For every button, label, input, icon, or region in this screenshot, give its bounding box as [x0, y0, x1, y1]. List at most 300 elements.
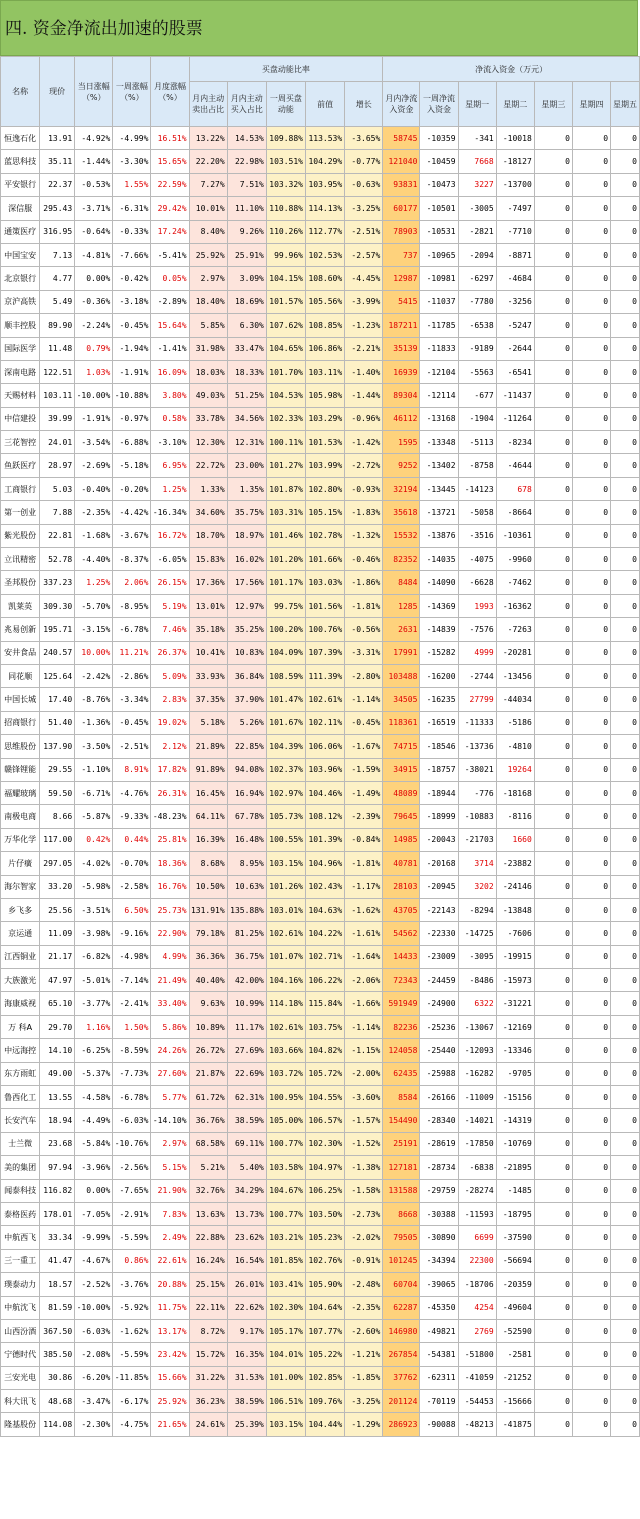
cell-day-chg: -5.37% — [75, 1062, 113, 1085]
cell-week-chg: -4.76% — [113, 781, 151, 804]
cell-buy-ratio: 22.85% — [227, 735, 266, 758]
cell-sell-ratio: 5.21% — [189, 1156, 227, 1179]
cell-price: 89.90 — [40, 314, 75, 337]
cell-tue: -49604 — [496, 1296, 534, 1319]
cell-day-chg: -2.69% — [75, 454, 113, 477]
cell-fri: 0 — [611, 1296, 640, 1319]
cell-buy-ratio: 13.73% — [227, 1202, 266, 1225]
cell-month-net: 146980 — [383, 1319, 420, 1342]
cell-name: 立讯精密 — [1, 548, 40, 571]
cell-mon: -14021 — [458, 1109, 496, 1132]
cell-month-chg: 22.90% — [151, 922, 189, 945]
cell-price: 49.00 — [40, 1062, 75, 1085]
cell-month-net: 82352 — [383, 548, 420, 571]
cell-month-chg: 11.75% — [151, 1296, 189, 1319]
cell-month-chg: 25.92% — [151, 1390, 189, 1413]
cell-sell-ratio: 36.76% — [189, 1109, 227, 1132]
cell-week-net: -10359 — [420, 127, 458, 150]
cell-fri: 0 — [611, 758, 640, 781]
cell-day-chg: -1.36% — [75, 711, 113, 734]
cell-sell-ratio: 16.45% — [189, 781, 227, 804]
cell-month-chg: -48.23% — [151, 805, 189, 828]
table-row — [1, 524, 640, 547]
cell-month-chg: 15.64% — [151, 314, 189, 337]
cell-wed: 0 — [534, 1249, 572, 1272]
cell-month-chg: 29.42% — [151, 197, 189, 220]
cell-prev: 104.82% — [306, 1039, 345, 1062]
cell-mon: -5113 — [458, 431, 496, 454]
cell-week-chg: -3.34% — [113, 688, 151, 711]
cell-week-chg: 2.06% — [113, 571, 151, 594]
cell-month-net: 79505 — [383, 1226, 420, 1249]
cell-name: 赣锋锂能 — [1, 758, 40, 781]
cell-price: 5.03 — [40, 477, 75, 500]
cell-sell-ratio: 10.41% — [189, 641, 227, 664]
cell-day-chg: 0.79% — [75, 337, 113, 360]
cell-thu: 0 — [572, 1156, 610, 1179]
cell-thu: 0 — [572, 1249, 610, 1272]
cell-name: 蓝思科技 — [1, 150, 40, 173]
cell-week-chg: 6.50% — [113, 898, 151, 921]
cell-name: 璞泰动力 — [1, 1273, 40, 1296]
cell-day-chg: -10.00% — [75, 1296, 113, 1319]
cell-tue: -41875 — [496, 1413, 534, 1436]
group-header-buy-ratio: 买盘动能比率 — [189, 57, 383, 82]
cell-fri: 0 — [611, 407, 640, 430]
cell-week-chg: -10.76% — [113, 1132, 151, 1155]
cell-name: 同花顺 — [1, 664, 40, 687]
cell-day-chg: -6.71% — [75, 781, 113, 804]
cell-name: 天赐材料 — [1, 384, 40, 407]
cell-month-chg: -14.10% — [151, 1109, 189, 1132]
cell-tue: -16362 — [496, 594, 534, 617]
cell-mon: -4075 — [458, 548, 496, 571]
cell-day-chg: -4.67% — [75, 1249, 113, 1272]
cell-month-chg: 21.65% — [151, 1413, 189, 1436]
cell-thu: 0 — [572, 875, 610, 898]
cell-week-chg: -7.73% — [113, 1062, 151, 1085]
cell-mon: 6699 — [458, 1226, 496, 1249]
cell-fri: 0 — [611, 594, 640, 617]
table-row — [1, 1273, 640, 1296]
cell-mon: -7780 — [458, 290, 496, 313]
cell-buy-ratio: 37.90% — [227, 688, 266, 711]
cell-tue: -4810 — [496, 735, 534, 758]
cell-fri: 0 — [611, 664, 640, 687]
cell-price: 5.49 — [40, 290, 75, 313]
cell-month-chg: 22.59% — [151, 173, 189, 196]
cell-price: 295.43 — [40, 197, 75, 220]
cell-week-chg: 1.55% — [113, 173, 151, 196]
cell-name: 乡飞多 — [1, 898, 40, 921]
cell-week-buy: 101.87% — [266, 477, 305, 500]
cell-day-chg: 0.00% — [75, 1179, 113, 1202]
cell-prev: 105.22% — [306, 1343, 345, 1366]
table-row — [1, 407, 640, 430]
cell-thu: 0 — [572, 197, 610, 220]
cell-buy-ratio: 25.39% — [227, 1413, 266, 1436]
cell-week-buy: 104.09% — [266, 641, 305, 664]
cell-wed: 0 — [534, 501, 572, 524]
cell-week-net: -12104 — [420, 360, 458, 383]
cell-prev: 115.84% — [306, 992, 345, 1015]
cell-name: 三安光电 — [1, 1366, 40, 1389]
table-row — [1, 1319, 640, 1342]
cell-week-buy: 101.70% — [266, 360, 305, 383]
cell-sell-ratio: 31.22% — [189, 1366, 227, 1389]
cell-price: 240.57 — [40, 641, 75, 664]
cell-fri: 0 — [611, 805, 640, 828]
cell-week-chg: -2.41% — [113, 992, 151, 1015]
cell-name: 京运通 — [1, 922, 40, 945]
cell-wed: 0 — [534, 618, 572, 641]
cell-prev: 106.25% — [306, 1179, 345, 1202]
cell-mon: -54453 — [458, 1390, 496, 1413]
cell-name: 江西铜业 — [1, 945, 40, 968]
cell-growth: -0.93% — [345, 477, 383, 500]
cell-thu: 0 — [572, 1086, 610, 1109]
cell-wed: 0 — [534, 594, 572, 617]
cell-wed: 0 — [534, 1132, 572, 1155]
cell-week-buy: 105.00% — [266, 1109, 305, 1132]
cell-month-chg: -1.41% — [151, 337, 189, 360]
cell-growth: -3.60% — [345, 1086, 383, 1109]
cell-sell-ratio: 68.58% — [189, 1132, 227, 1155]
cell-tue: -15973 — [496, 969, 534, 992]
cell-buy-ratio: 38.59% — [227, 1390, 266, 1413]
cell-growth: -0.46% — [345, 548, 383, 571]
cell-sell-ratio: 21.87% — [189, 1062, 227, 1085]
cell-thu: 0 — [572, 922, 610, 945]
cell-fri: 0 — [611, 173, 640, 196]
cell-week-net: -28340 — [420, 1109, 458, 1132]
cell-day-chg: -5.98% — [75, 875, 113, 898]
cell-name: 中远海控 — [1, 1039, 40, 1062]
cell-fri: 0 — [611, 360, 640, 383]
cell-growth: -2.72% — [345, 454, 383, 477]
cell-week-buy: 102.33% — [266, 407, 305, 430]
cell-name: 南极电商 — [1, 805, 40, 828]
cell-week-chg: -9.16% — [113, 922, 151, 945]
cell-mon: 6322 — [458, 992, 496, 1015]
table-row — [1, 290, 640, 313]
cell-week-chg: -0.45% — [113, 711, 151, 734]
cell-sell-ratio: 5.85% — [189, 314, 227, 337]
cell-wed: 0 — [534, 641, 572, 664]
cell-price: 385.50 — [40, 1343, 75, 1366]
cell-month-chg: 2.97% — [151, 1132, 189, 1155]
cell-name: 中航西飞 — [1, 1226, 40, 1249]
cell-thu: 0 — [572, 1132, 610, 1155]
cell-thu: 0 — [572, 688, 610, 711]
cell-month-chg: 2.12% — [151, 735, 189, 758]
cell-month-chg: 20.88% — [151, 1273, 189, 1296]
cell-sell-ratio: 33.78% — [189, 407, 227, 430]
cell-buy-ratio: 31.53% — [227, 1366, 266, 1389]
cell-day-chg: -1.91% — [75, 407, 113, 430]
cell-tue: 1660 — [496, 828, 534, 851]
cell-sell-ratio: 10.50% — [189, 875, 227, 898]
cell-price: 13.55 — [40, 1086, 75, 1109]
table-row — [1, 454, 640, 477]
cell-month-chg: -16.34% — [151, 501, 189, 524]
cell-day-chg: -3.77% — [75, 992, 113, 1015]
cell-week-net: -10965 — [420, 243, 458, 266]
cell-month-chg: 16.51% — [151, 127, 189, 150]
cell-growth: -1.17% — [345, 875, 383, 898]
cell-prev: 101.39% — [306, 828, 345, 851]
cell-month-net: 34505 — [383, 688, 420, 711]
cell-week-net: -23009 — [420, 945, 458, 968]
cell-price: 17.40 — [40, 688, 75, 711]
table-row — [1, 267, 640, 290]
group-header-net-flow: 净流入资金（万元） — [383, 57, 640, 82]
cell-growth: -1.21% — [345, 1343, 383, 1366]
cell-fri: 0 — [611, 290, 640, 313]
cell-thu: 0 — [572, 758, 610, 781]
cell-week-buy: 103.72% — [266, 1062, 305, 1085]
cell-month-net: 118361 — [383, 711, 420, 734]
cell-month-net: 62435 — [383, 1062, 420, 1085]
cell-month-net: 187211 — [383, 314, 420, 337]
cell-month-net: 591949 — [383, 992, 420, 1015]
cell-growth: -2.51% — [345, 220, 383, 243]
cell-growth: -1.81% — [345, 594, 383, 617]
cell-fri: 0 — [611, 431, 640, 454]
table-row — [1, 1226, 640, 1249]
cell-month-chg: 18.36% — [151, 852, 189, 875]
table-row — [1, 688, 640, 711]
cell-sell-ratio: 24.61% — [189, 1413, 227, 1436]
cell-month-net: 737 — [383, 243, 420, 266]
cell-week-buy: 101.00% — [266, 1366, 305, 1389]
cell-fri: 0 — [611, 618, 640, 641]
cell-week-net: -25988 — [420, 1062, 458, 1085]
cell-week-net: -11833 — [420, 337, 458, 360]
cell-prev: 103.99% — [306, 454, 345, 477]
cell-tue: -37590 — [496, 1226, 534, 1249]
cell-fri: 0 — [611, 1249, 640, 1272]
cell-day-chg: -2.30% — [75, 1413, 113, 1436]
cell-prev: 105.72% — [306, 1062, 345, 1085]
cell-month-chg: 24.26% — [151, 1039, 189, 1062]
cell-fri: 0 — [611, 243, 640, 266]
cell-fri: 0 — [611, 1202, 640, 1225]
cell-tue: -15156 — [496, 1086, 534, 1109]
cell-wed: 0 — [534, 688, 572, 711]
cell-sell-ratio: 16.24% — [189, 1249, 227, 1272]
cell-month-net: 14433 — [383, 945, 420, 968]
cell-week-buy: 103.21% — [266, 1226, 305, 1249]
cell-buy-ratio: 7.51% — [227, 173, 266, 196]
cell-price: 41.47 — [40, 1249, 75, 1272]
cell-tue: -2581 — [496, 1343, 534, 1366]
cell-price: 47.97 — [40, 969, 75, 992]
cell-tue: -6541 — [496, 360, 534, 383]
cell-growth: -2.02% — [345, 1226, 383, 1249]
cell-day-chg: -2.35% — [75, 501, 113, 524]
cell-price: 8.66 — [40, 805, 75, 828]
cell-week-buy: 105.73% — [266, 805, 305, 828]
cell-week-chg: -0.97% — [113, 407, 151, 430]
cell-thu: 0 — [572, 711, 610, 734]
cell-week-net: -16235 — [420, 688, 458, 711]
table-row — [1, 992, 640, 1015]
cell-thu: 0 — [572, 290, 610, 313]
cell-fri: 0 — [611, 711, 640, 734]
cell-name: 海尔智家 — [1, 875, 40, 898]
table-body — [1, 127, 640, 1437]
cell-week-buy: 103.66% — [266, 1039, 305, 1062]
cell-mon: -5058 — [458, 501, 496, 524]
cell-prev: 105.15% — [306, 501, 345, 524]
cell-month-net: 286923 — [383, 1413, 420, 1436]
cell-month-net: 78903 — [383, 220, 420, 243]
cell-day-chg: -1.68% — [75, 524, 113, 547]
cell-buy-ratio: 6.30% — [227, 314, 266, 337]
cell-week-net: -22330 — [420, 922, 458, 945]
cell-month-chg: 21.90% — [151, 1179, 189, 1202]
cell-price: 29.55 — [40, 758, 75, 781]
cell-thu: 0 — [572, 524, 610, 547]
cell-tue: -31221 — [496, 992, 534, 1015]
cell-week-buy: 103.01% — [266, 898, 305, 921]
cell-wed: 0 — [534, 1062, 572, 1085]
cell-day-chg: -4.02% — [75, 852, 113, 875]
stock-table — [0, 56, 640, 1437]
cell-week-chg: -0.70% — [113, 852, 151, 875]
cell-week-chg: -2.56% — [113, 1156, 151, 1179]
cell-mon: -11333 — [458, 711, 496, 734]
cell-growth: -1.81% — [345, 852, 383, 875]
cell-month-net: 1285 — [383, 594, 420, 617]
cell-week-buy: 103.31% — [266, 501, 305, 524]
cell-mon: -7576 — [458, 618, 496, 641]
cell-buy-ratio: 16.48% — [227, 828, 266, 851]
cell-tue: -5247 — [496, 314, 534, 337]
cell-day-chg: -3.51% — [75, 898, 113, 921]
cell-month-chg: 17.24% — [151, 220, 189, 243]
cell-sell-ratio: 8.72% — [189, 1319, 227, 1342]
cell-name: 东方雨虹 — [1, 1062, 40, 1085]
cell-prev: 102.71% — [306, 945, 345, 968]
cell-day-chg: -10.00% — [75, 384, 113, 407]
cell-thu: 0 — [572, 992, 610, 1015]
cell-month-net: 267854 — [383, 1343, 420, 1366]
cell-price: 59.50 — [40, 781, 75, 804]
cell-mon: -21703 — [458, 828, 496, 851]
cell-day-chg: -6.25% — [75, 1039, 113, 1062]
cell-price: 11.09 — [40, 922, 75, 945]
cell-week-chg: -0.42% — [113, 267, 151, 290]
cell-week-buy: 103.15% — [266, 852, 305, 875]
cell-thu: 0 — [572, 1366, 610, 1389]
cell-price: 28.97 — [40, 454, 75, 477]
cell-week-chg: -6.88% — [113, 431, 151, 454]
cell-mon: -51800 — [458, 1343, 496, 1366]
cell-sell-ratio: 37.35% — [189, 688, 227, 711]
cell-wed: 0 — [534, 664, 572, 687]
cell-month-chg: 7.83% — [151, 1202, 189, 1225]
cell-fri: 0 — [611, 641, 640, 664]
cell-week-buy: 102.30% — [266, 1296, 305, 1319]
cell-day-chg: -1.44% — [75, 150, 113, 173]
cell-wed: 0 — [534, 875, 572, 898]
cell-month-chg: 16.76% — [151, 875, 189, 898]
cell-name: 福耀玻璃 — [1, 781, 40, 804]
cell-month-net: 82236 — [383, 1015, 420, 1038]
cell-sell-ratio: 21.89% — [189, 735, 227, 758]
cell-week-chg: -0.20% — [113, 477, 151, 500]
cell-week-chg: -8.59% — [113, 1039, 151, 1062]
cell-day-chg: -1.10% — [75, 758, 113, 781]
cell-buy-ratio: 16.54% — [227, 1249, 266, 1272]
cell-month-net: 28103 — [383, 875, 420, 898]
cell-week-chg: -7.65% — [113, 1179, 151, 1202]
cell-wed: 0 — [534, 524, 572, 547]
cell-month-net: 35618 — [383, 501, 420, 524]
cell-week-net: -13348 — [420, 431, 458, 454]
cell-mon: -10883 — [458, 805, 496, 828]
cell-week-net: -14035 — [420, 548, 458, 571]
cell-tue: -9960 — [496, 548, 534, 571]
cell-wed: 0 — [534, 243, 572, 266]
cell-mon: 2769 — [458, 1319, 496, 1342]
cell-week-buy: 101.26% — [266, 875, 305, 898]
cell-wed: 0 — [534, 1390, 572, 1413]
cell-mon: -14725 — [458, 922, 496, 945]
cell-mon: -677 — [458, 384, 496, 407]
cell-buy-ratio: 42.00% — [227, 969, 266, 992]
cell-buy-ratio: 23.00% — [227, 454, 266, 477]
cell-wed: 0 — [534, 1109, 572, 1132]
cell-week-chg: -3.67% — [113, 524, 151, 547]
cell-week-buy: 110.88% — [266, 197, 305, 220]
cell-sell-ratio: 36.36% — [189, 945, 227, 968]
cell-month-chg: 22.61% — [151, 1249, 189, 1272]
cell-sell-ratio: 13.22% — [189, 127, 227, 150]
cell-month-chg: 2.83% — [151, 688, 189, 711]
table-row — [1, 337, 640, 360]
cell-day-chg: 1.03% — [75, 360, 113, 383]
cell-prev: 103.11% — [306, 360, 345, 383]
cell-sell-ratio: 26.72% — [189, 1039, 227, 1062]
cell-week-chg: -4.98% — [113, 945, 151, 968]
cell-name: 北京银行 — [1, 267, 40, 290]
cell-prev: 104.55% — [306, 1086, 345, 1109]
cell-mon: 4999 — [458, 641, 496, 664]
cell-week-buy: 101.85% — [266, 1249, 305, 1272]
table-row — [1, 150, 640, 173]
cell-fri: 0 — [611, 1273, 640, 1296]
cell-mon: -6297 — [458, 267, 496, 290]
cell-fri: 0 — [611, 1015, 640, 1038]
cell-prev: 102.53% — [306, 243, 345, 266]
cell-month-net: 48089 — [383, 781, 420, 804]
cell-week-net: -54381 — [420, 1343, 458, 1366]
cell-mon: -2821 — [458, 220, 496, 243]
cell-buy-ratio: 34.29% — [227, 1179, 266, 1202]
cell-week-net: -12114 — [420, 384, 458, 407]
cell-day-chg: -6.03% — [75, 1319, 113, 1342]
cell-month-chg: 4.99% — [151, 945, 189, 968]
cell-price: 23.68 — [40, 1132, 75, 1155]
cell-month-net: 35139 — [383, 337, 420, 360]
cell-tue: -18795 — [496, 1202, 534, 1225]
cell-tue: -10361 — [496, 524, 534, 547]
cell-price: 18.57 — [40, 1273, 75, 1296]
cell-wed: 0 — [534, 758, 572, 781]
